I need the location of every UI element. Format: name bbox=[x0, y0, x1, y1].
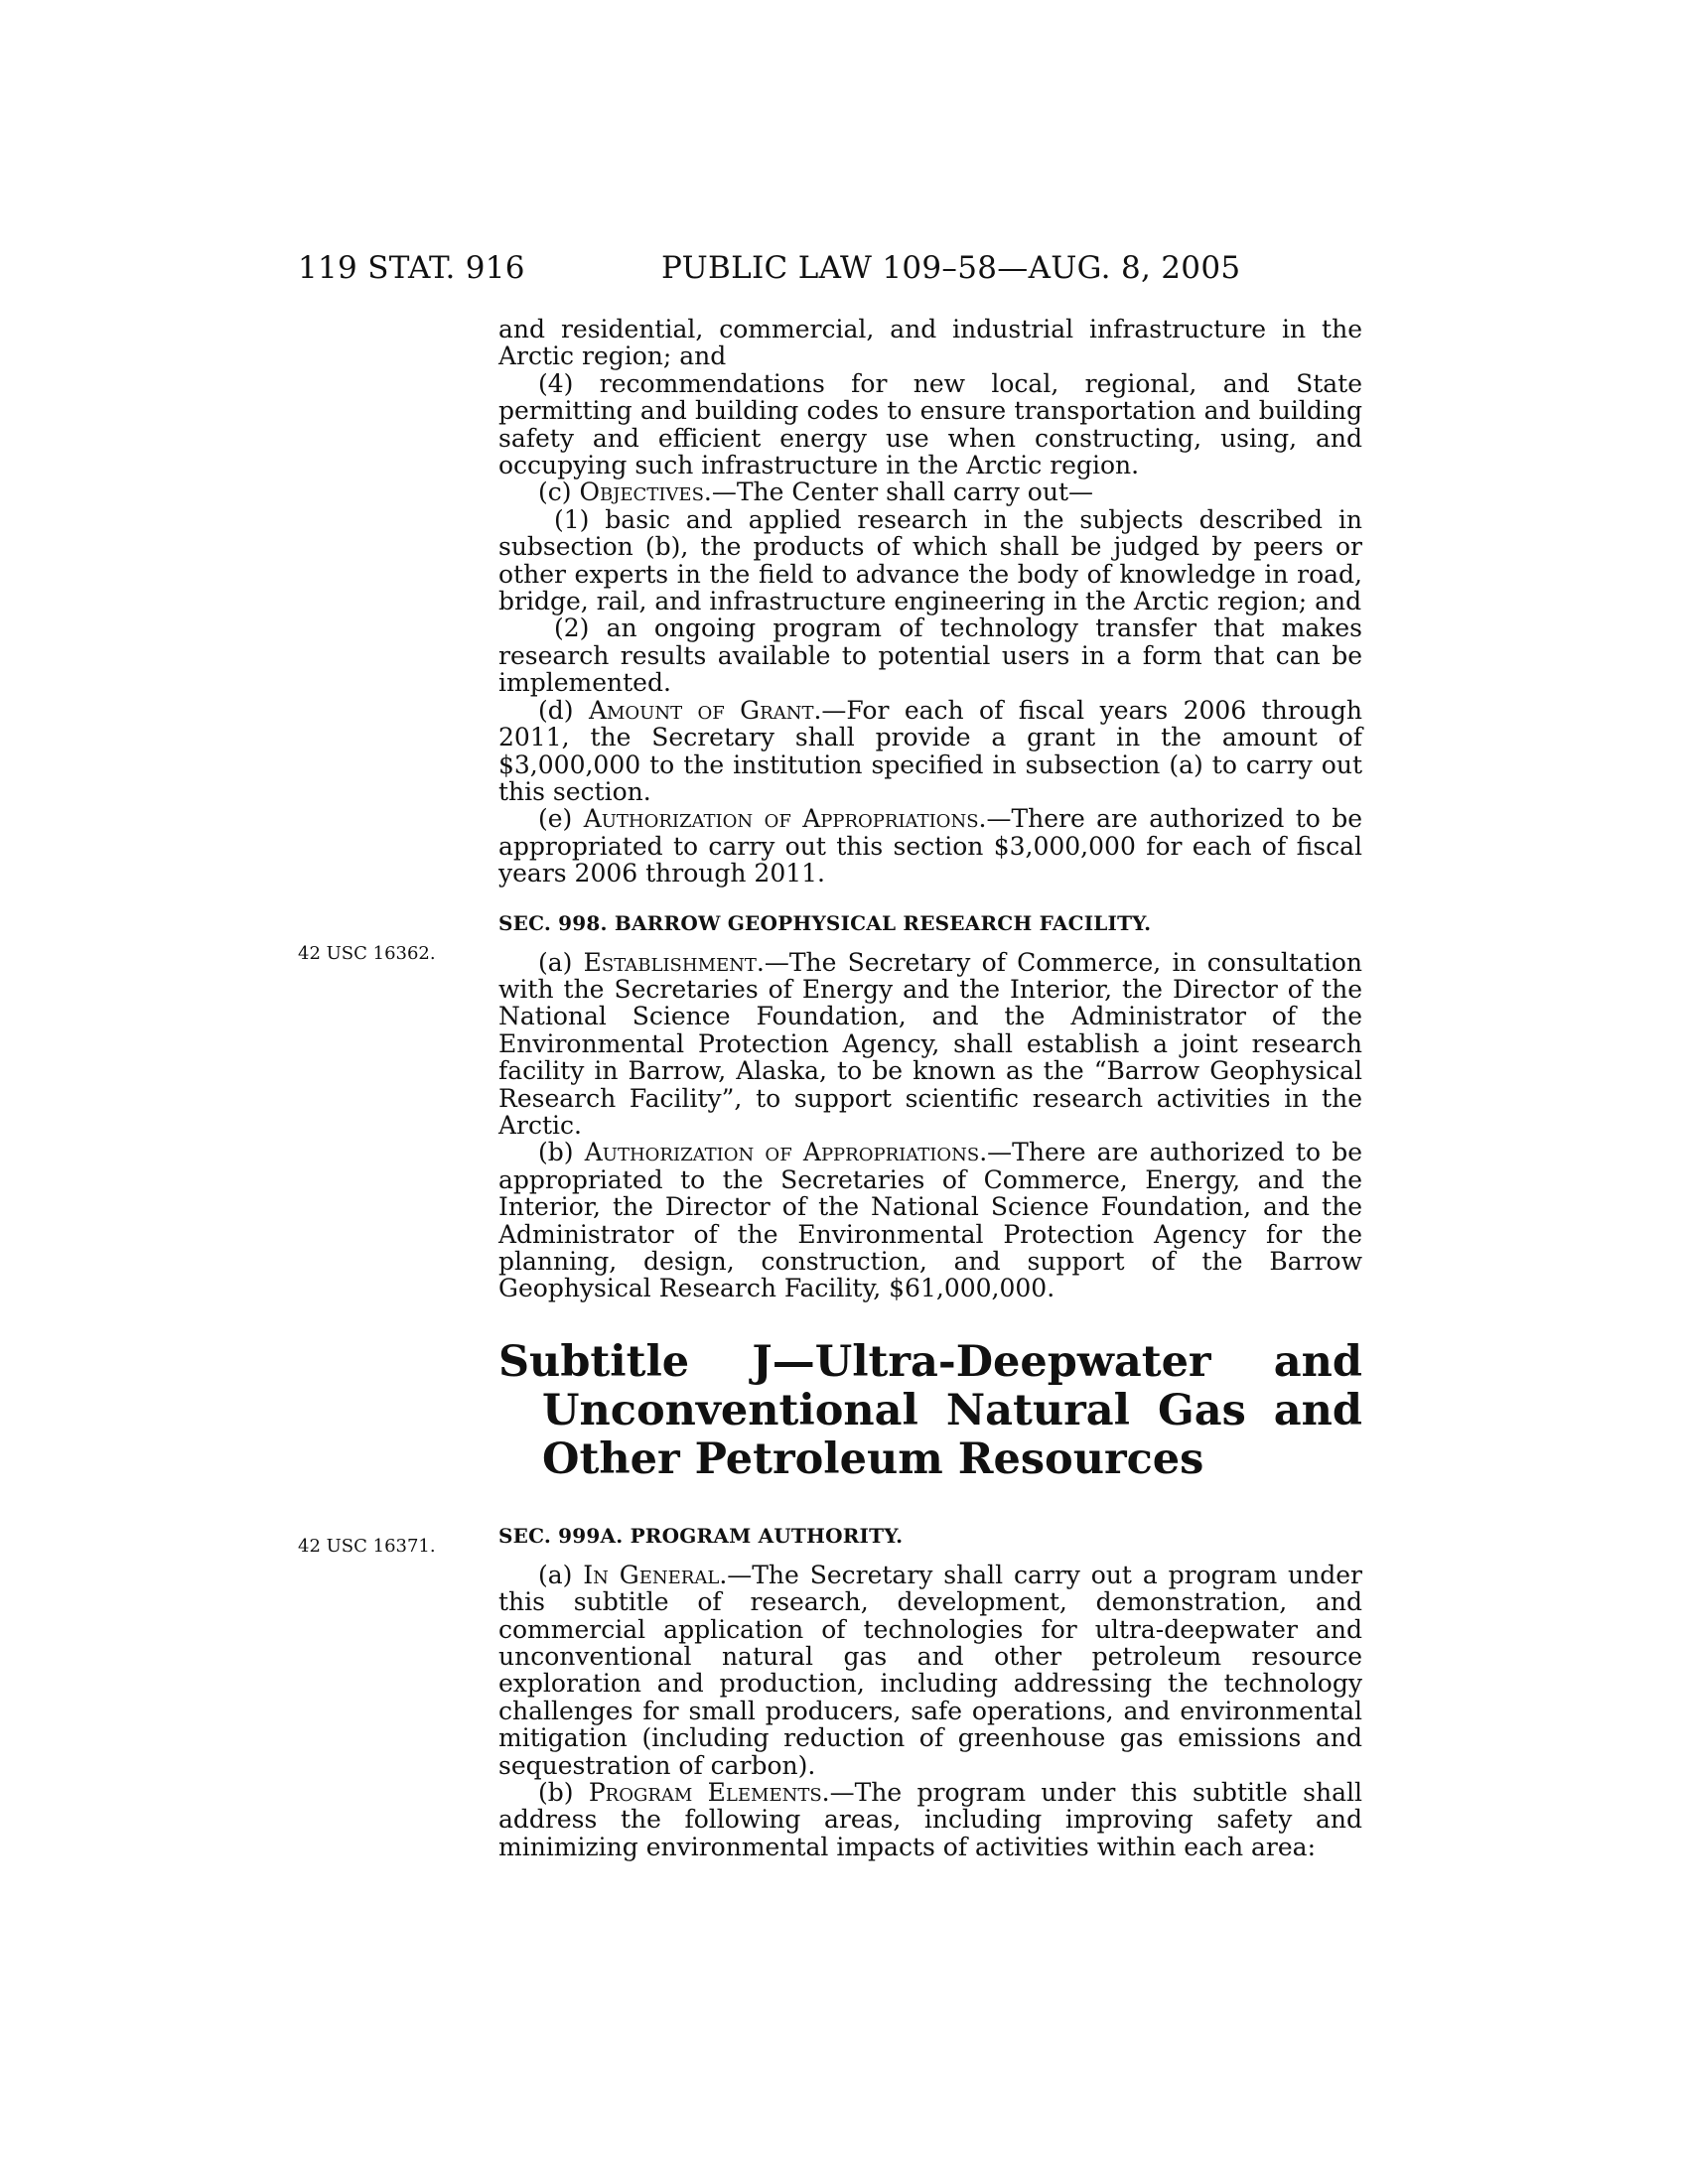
subtitle-j-heading: Subtitle J—Ultra-Deepwater and Unconventional Natural Gas and Other Petroleum Resources bbox=[498, 1336, 1362, 1484]
subsection-d-label: (d) bbox=[538, 695, 589, 725]
subsection-c-text: .—The Center shall carry out— bbox=[703, 478, 1093, 507]
margin-note-sec-998: 42 USC 16362. bbox=[298, 943, 436, 964]
section-998-subsection-a bbox=[498, 949, 1362, 1140]
paragraph-c-1: (1) basic and applied research in the subjects described in subsection (b), the products of which shall be judged by peers or other experts in the field to advance the body of knowledge in road, bridge, rail, and infrastructure engineering in the Arctic region; and bbox=[498, 504, 1362, 616]
section-998-a-heading: Establishment bbox=[583, 947, 757, 977]
section-998-a-label: (a) bbox=[538, 947, 584, 977]
section-999a-b-text: .—The program under this subtitle shall address the following areas, including improving safety and minimizing environmental impacts of activities within each area: bbox=[498, 1778, 1362, 1861]
subsection-e bbox=[498, 805, 1362, 887]
section-999a-subsection-b bbox=[498, 1779, 1362, 1860]
subsection-d-text: .—For each of fiscal years 2006 through 2011, the Secretary shall provide a grant in the amount of $3,000,000 to the institution specified in subsection (a) to carry out this section. bbox=[498, 695, 1362, 806]
section-999a-heading: SEC. 999A. PROGRAM AUTHORITY. bbox=[498, 1523, 904, 1548]
section-998-heading: SEC. 998. BARROW GEOPHYSICAL RESEARCH FACILITY. bbox=[498, 910, 1152, 935]
section-999a-a-text: .—The Secretary shall carry out a program under this subtitle of research, development, demonstration, and commercial application of technologies for ultra-deepwater and unconventional natural gas and other petroleum resource exploration and production, including addressing the technology challenges for small producers, safe operations, and environmental mitigation (including reduction of greenhouse gas emissions and sequestration of carbon). bbox=[498, 1560, 1363, 1780]
subsection-d bbox=[498, 697, 1362, 806]
section-999a-b-label: (b) bbox=[538, 1778, 589, 1808]
subsection-d-heading: Amount of Grant bbox=[588, 695, 814, 725]
paragraph-c-2: (2) an ongoing program of technology transfer that makes research results available to potential users in a form that can be implemented. bbox=[498, 614, 1362, 698]
margin-note-sec-999a: 42 USC 16371. bbox=[298, 1536, 436, 1557]
subsection-e-heading: Authorization of Appropriations bbox=[583, 804, 979, 834]
section-998-subsection-b bbox=[498, 1139, 1362, 1301]
section-999a-b-heading: Program Elements bbox=[588, 1778, 822, 1808]
stat-page-number: 119 STAT. 916 bbox=[298, 250, 525, 286]
subsection-e-label: (e) bbox=[538, 804, 584, 834]
section-998-a-text: .—The Secretary of Commerce, in consultation with the Secretaries of Energy and the Interior, the Director of the National Science Foundation, and the Administrator of the Environmental Protection Agency, shall establish a joint research facility in Barrow, Alaska, to be known as the “Barrow Geophysical Research Facility”, to support scientific research activities in the Arctic. bbox=[498, 947, 1363, 1140]
subsection-c-label: (c) bbox=[538, 478, 580, 507]
page-header bbox=[0, 250, 1688, 294]
paragraph-item-4: (4) recommendations for new local, regional, and State permitting and building codes to ensure transportation and building safety and efficient energy use when constructing, using, and occupying such infrastructure in the Arctic region. bbox=[498, 368, 1362, 480]
paragraph-continuation: and residential, commercial, and industrial infrastructure in the Arctic region; and bbox=[498, 315, 1362, 371]
public-law-title: PUBLIC LAW 109–58—AUG. 8, 2005 bbox=[661, 250, 1241, 286]
subsection-c-heading: Objectives bbox=[579, 478, 704, 507]
body-column bbox=[498, 316, 1362, 1860]
section-999a-subsection-a bbox=[498, 1562, 1362, 1779]
subsection-c bbox=[498, 478, 1362, 505]
section-999a-a-label: (a) bbox=[538, 1560, 584, 1589]
section-998-b-heading: Authorization of Appropriations bbox=[584, 1138, 980, 1167]
subsection-e-text: .—There are authorized to be appropriated to carry out this section $3,000,000 for each of fiscal years 2006 through 2011. bbox=[498, 804, 1362, 888]
section-998-b-label: (b) bbox=[538, 1138, 585, 1167]
section-999a-a-heading: In General bbox=[583, 1560, 720, 1589]
section-998-b-text: .—There are authorized to be appropriated to the Secretaries of Commerce, Energy, and the Interior, the Director of the National Science Foundation, and the Administrator of the Environmental Protection Agency for the planning, design, construction, and support of the Barrow Geophysical Research Facility, $61,000,000. bbox=[498, 1138, 1363, 1303]
